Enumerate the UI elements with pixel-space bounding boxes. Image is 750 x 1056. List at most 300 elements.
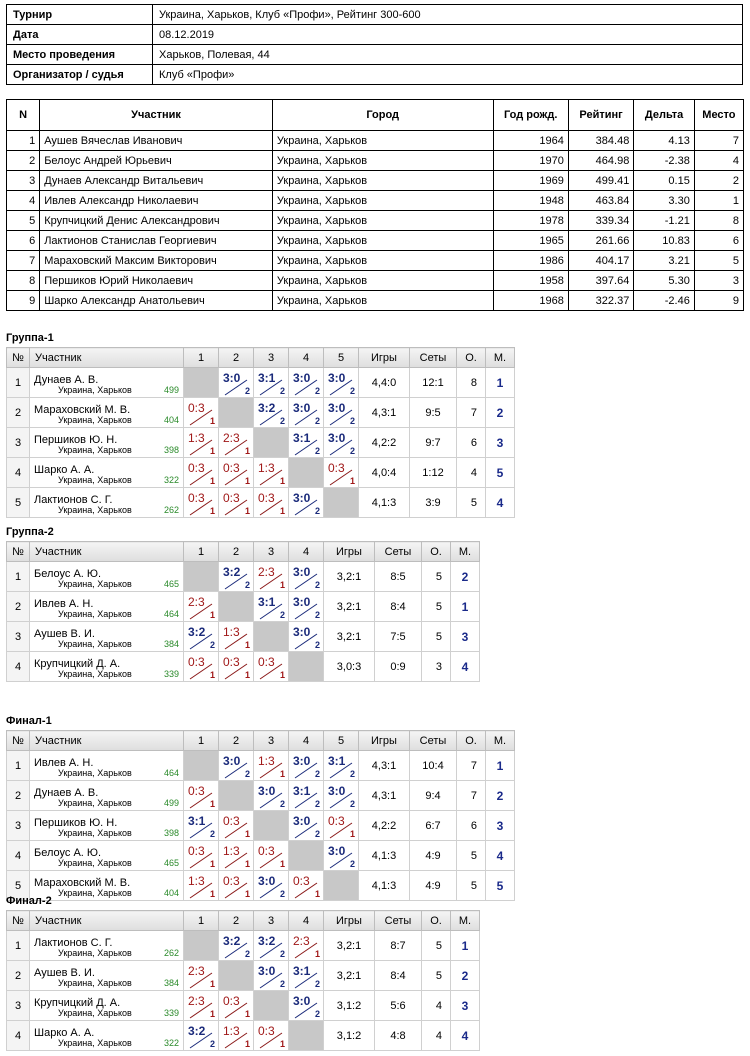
match-result-cell — [219, 811, 254, 841]
match-points: 2 — [279, 799, 285, 809]
games-cell: 3,1:2 — [324, 991, 375, 1021]
match-result — [254, 961, 288, 990]
points-cell: 4 — [422, 991, 451, 1021]
match-score: 2:3 — [188, 994, 205, 1008]
match-points: 2 — [349, 799, 355, 809]
match-result-cell — [184, 811, 219, 841]
match-points: 1 — [209, 670, 215, 680]
table-cell: Лактионов Станислав Георгиевич — [40, 231, 273, 251]
info-row — [7, 25, 743, 45]
participant-cell — [30, 428, 184, 458]
games-cell: 3,2:1 — [324, 931, 375, 961]
table-cell: 261.66 — [568, 231, 634, 251]
participant-name: Лактионов С. Г. — [34, 936, 113, 949]
games-cell: 4,0:4 — [359, 458, 410, 488]
table-row — [7, 231, 744, 251]
match-score: 1:3 — [223, 1024, 240, 1038]
match-result-cell — [289, 562, 324, 592]
games-cell: 4,3:1 — [359, 751, 410, 781]
sets-cell: 9:5 — [410, 398, 457, 428]
row-number: 1 — [7, 368, 30, 398]
header-place: М. — [451, 911, 480, 931]
match-score: 3:1 — [293, 964, 311, 978]
games-cell: 4,1:3 — [359, 871, 410, 901]
self-cell — [184, 368, 219, 398]
table-cell: 5 — [7, 211, 40, 231]
match-result — [184, 991, 218, 1020]
games-cell: 3,2:1 — [324, 562, 375, 592]
table-cell: Украина, Харьков — [272, 171, 493, 191]
match-result — [324, 751, 358, 780]
participant-city: Украина, Харьков — [58, 639, 132, 649]
match-points: 1 — [349, 829, 355, 839]
group-row — [7, 562, 480, 592]
participant-cell — [30, 871, 184, 901]
match-result-cell — [184, 961, 219, 991]
group-row — [7, 458, 515, 488]
group-table — [6, 347, 515, 518]
games-cell: 4,1:3 — [359, 841, 410, 871]
participant-name: Белоус А. Ю. — [34, 846, 102, 859]
match-score: 3:0 — [328, 371, 346, 385]
participant-name: Першиков Ю. Н. — [34, 433, 118, 446]
match-points: 2 — [349, 386, 355, 396]
info-value: Клуб «Профи» — [153, 65, 743, 85]
match-result — [254, 488, 288, 517]
match-points: 2 — [209, 1039, 215, 1049]
group-row — [7, 931, 480, 961]
match-points: 2 — [279, 979, 285, 989]
match-result — [184, 622, 218, 651]
match-result — [289, 562, 323, 591]
match-points: 2 — [349, 769, 355, 779]
place-cell: 5 — [486, 871, 515, 901]
header-points: О. — [457, 731, 486, 751]
table-cell: 1958 — [493, 271, 568, 291]
match-result — [219, 562, 253, 591]
match-result-cell — [254, 781, 289, 811]
participant-city: Украина, Харьков — [58, 669, 132, 679]
row-number: 2 — [7, 781, 30, 811]
games-cell: 4,4:0 — [359, 368, 410, 398]
group-row — [7, 841, 515, 871]
match-score: 3:0 — [328, 431, 346, 445]
header-opponent: 1 — [184, 911, 219, 931]
participant-name: Крупчицкий Д. А. — [34, 657, 121, 670]
match-score: 1:3 — [258, 461, 275, 475]
match-result — [254, 368, 288, 397]
match-score: 3:1 — [328, 754, 346, 768]
points-cell: 6 — [457, 811, 486, 841]
match-result-cell — [184, 458, 219, 488]
header-participant: Участник — [30, 731, 184, 751]
sets-cell: 6:7 — [410, 811, 457, 841]
match-points: 2 — [209, 829, 215, 839]
header-participant: Участник — [30, 911, 184, 931]
match-score: 3:0 — [258, 874, 276, 888]
header-opponent: 1 — [184, 731, 219, 751]
participant-city: Украина, Харьков — [58, 1038, 132, 1048]
match-result — [254, 398, 288, 427]
table-cell: Крупчицкий Денис Александрович — [40, 211, 273, 231]
participant-name: Аушев В. И. — [34, 966, 95, 979]
place-cell: 4 — [451, 1021, 480, 1051]
sets-cell: 8:7 — [375, 931, 422, 961]
match-result-cell — [254, 562, 289, 592]
match-points: 1 — [279, 1039, 285, 1049]
match-score: 2:3 — [188, 964, 205, 978]
participant-city: Украина, Харьков — [58, 888, 132, 898]
sets-cell: 1:12 — [410, 458, 457, 488]
match-score: 3:0 — [293, 994, 311, 1008]
table-cell: Шарко Александр Анатольевич — [40, 291, 273, 311]
header-num: № — [7, 731, 30, 751]
info-label: Турнир — [7, 5, 153, 25]
match-result — [219, 622, 253, 651]
header-opponent: 4 — [289, 348, 324, 368]
table-cell: 339.34 — [568, 211, 634, 231]
match-result — [254, 562, 288, 591]
table-cell: -1.21 — [634, 211, 695, 231]
match-result — [219, 811, 253, 840]
match-result-cell — [289, 751, 324, 781]
header-num: № — [7, 911, 30, 931]
participant-rating: 262 — [163, 948, 179, 958]
match-score: 2:3 — [258, 565, 275, 579]
participant-rating: 499 — [163, 385, 179, 395]
participant-city: Украина, Харьков — [58, 798, 132, 808]
match-result-cell — [289, 428, 324, 458]
table-cell: 4.13 — [634, 131, 695, 151]
match-points: 2 — [314, 506, 320, 516]
match-points: 1 — [209, 610, 215, 620]
match-result — [254, 871, 288, 900]
place-cell: 2 — [451, 562, 480, 592]
info-label: Место проведения — [7, 45, 153, 65]
participant-name: Крупчицкий Д. А. — [34, 996, 121, 1009]
match-result-cell — [184, 871, 219, 901]
match-result — [219, 428, 253, 457]
header-participant: Участник — [30, 542, 184, 562]
table-cell: 3 — [7, 171, 40, 191]
row-number: 1 — [7, 751, 30, 781]
header-opponent: 1 — [184, 542, 219, 562]
group-header-row — [7, 348, 515, 368]
match-result — [289, 751, 323, 780]
place-cell: 3 — [486, 428, 515, 458]
group-row — [7, 652, 480, 682]
group-row — [7, 751, 515, 781]
match-result-cell — [219, 1021, 254, 1051]
table-cell: 8 — [694, 211, 743, 231]
header-games: Игры — [324, 911, 375, 931]
match-points: 2 — [279, 416, 285, 426]
info-row — [7, 5, 743, 25]
table-cell: 1986 — [493, 251, 568, 271]
row-number: 4 — [7, 841, 30, 871]
match-points: 1 — [209, 446, 215, 456]
match-result — [289, 368, 323, 397]
match-score: 1:3 — [223, 625, 240, 639]
points-cell: 7 — [457, 751, 486, 781]
match-score: 3:0 — [293, 625, 311, 639]
header-num: № — [7, 542, 30, 562]
participant-city: Украина, Харьков — [58, 828, 132, 838]
participant-rating: 262 — [163, 505, 179, 515]
match-score: 0:3 — [258, 844, 275, 858]
match-result-cell — [254, 931, 289, 961]
participant-rating: 465 — [163, 858, 179, 868]
match-score: 3:0 — [328, 784, 346, 798]
participant-cell — [30, 1021, 184, 1051]
match-score: 3:0 — [293, 565, 311, 579]
match-score: 0:3 — [328, 814, 345, 828]
self-cell — [219, 398, 254, 428]
games-cell: 3,0:3 — [324, 652, 375, 682]
match-points: 1 — [279, 506, 285, 516]
table-cell: Украина, Харьков — [272, 231, 493, 251]
header-opponent: 3 — [254, 348, 289, 368]
header-opponent: 3 — [254, 731, 289, 751]
match-result — [184, 488, 218, 517]
header-opponent: 2 — [219, 542, 254, 562]
match-result — [184, 811, 218, 840]
sets-cell: 7:5 — [375, 622, 422, 652]
participant-rating: 322 — [163, 1038, 179, 1048]
header-points: О. — [422, 911, 451, 931]
table-row — [7, 131, 744, 151]
sets-cell: 0:9 — [375, 652, 422, 682]
table-row — [7, 171, 744, 191]
group-table — [6, 541, 480, 682]
table-cell: 1 — [7, 131, 40, 151]
games-cell: 4,2:2 — [359, 428, 410, 458]
participant-name: Ивлев А. Н. — [34, 756, 94, 769]
header-opponent: 5 — [324, 731, 359, 751]
match-result — [289, 781, 323, 810]
points-cell: 5 — [457, 871, 486, 901]
match-result — [289, 428, 323, 457]
match-points: 2 — [314, 416, 320, 426]
match-result-cell — [254, 652, 289, 682]
match-score: 0:3 — [188, 401, 205, 415]
match-result-cell — [324, 751, 359, 781]
match-score: 3:1 — [258, 371, 276, 385]
match-result-cell — [289, 488, 324, 518]
table-row — [7, 191, 744, 211]
match-result — [254, 592, 288, 621]
match-points: 1 — [244, 640, 250, 650]
group-table — [6, 730, 515, 901]
table-cell: 7 — [7, 251, 40, 271]
self-cell — [254, 622, 289, 652]
match-points: 1 — [244, 476, 250, 486]
games-cell: 4,2:2 — [359, 811, 410, 841]
column-header: Дельта — [634, 100, 695, 131]
match-result — [184, 781, 218, 810]
match-result — [184, 458, 218, 487]
group-row — [7, 622, 480, 652]
group-row — [7, 991, 480, 1021]
participant-rating: 384 — [163, 978, 179, 988]
match-points: 2 — [349, 446, 355, 456]
match-score: 2:3 — [188, 595, 205, 609]
match-result-cell — [254, 592, 289, 622]
match-result — [254, 751, 288, 780]
match-result — [289, 931, 323, 960]
match-score: 3:0 — [328, 844, 346, 858]
sets-cell: 8:5 — [375, 562, 422, 592]
match-points: 1 — [209, 1009, 215, 1019]
match-result-cell — [254, 398, 289, 428]
row-number: 2 — [7, 961, 30, 991]
match-result-cell — [184, 398, 219, 428]
match-score: 1:3 — [188, 431, 205, 445]
self-cell — [219, 961, 254, 991]
points-cell: 8 — [457, 368, 486, 398]
table-cell: 322.37 — [568, 291, 634, 311]
table-cell: Украина, Харьков — [272, 271, 493, 291]
group-row — [7, 811, 515, 841]
table-cell: 2 — [7, 151, 40, 171]
group-row — [7, 961, 480, 991]
points-cell: 5 — [422, 622, 451, 652]
match-score: 3:1 — [188, 814, 206, 828]
header-games: Игры — [324, 542, 375, 562]
participant-cell — [30, 488, 184, 518]
match-points: 1 — [279, 859, 285, 869]
header-opponent: 2 — [219, 911, 254, 931]
points-cell: 4 — [422, 1021, 451, 1051]
place-cell: 3 — [486, 811, 515, 841]
group-header-row — [7, 911, 480, 931]
participant-cell — [30, 622, 184, 652]
participant-name: Мараховский М. В. — [34, 403, 131, 416]
points-cell: 5 — [422, 961, 451, 991]
table-cell: 499.41 — [568, 171, 634, 191]
table-cell: 463.84 — [568, 191, 634, 211]
match-points: 1 — [314, 949, 320, 959]
table-row — [7, 211, 744, 231]
match-score: 0:3 — [328, 461, 345, 475]
sets-cell: 10:4 — [410, 751, 457, 781]
self-cell — [184, 562, 219, 592]
match-result-cell — [289, 991, 324, 1021]
match-result-cell — [219, 622, 254, 652]
table-cell: Аушев Вячеслав Иванович — [40, 131, 273, 151]
participant-cell — [30, 592, 184, 622]
match-result-cell — [289, 622, 324, 652]
match-points: 2 — [244, 580, 250, 590]
match-result-cell — [184, 781, 219, 811]
group-title: Финал-2 — [6, 895, 52, 907]
group-row — [7, 398, 515, 428]
match-result — [324, 781, 358, 810]
place-cell: 3 — [451, 622, 480, 652]
match-result — [219, 458, 253, 487]
table-cell: 10.83 — [634, 231, 695, 251]
sets-cell: 9:7 — [410, 428, 457, 458]
participant-cell — [30, 811, 184, 841]
group-row — [7, 488, 515, 518]
participant-rating: 465 — [163, 579, 179, 589]
participant-city: Украина, Харьков — [58, 858, 132, 868]
match-score: 3:0 — [223, 371, 241, 385]
self-cell — [289, 652, 324, 682]
row-number: 1 — [7, 562, 30, 592]
participant-cell — [30, 991, 184, 1021]
match-points: 2 — [314, 640, 320, 650]
match-result — [219, 488, 253, 517]
participant-city: Украина, Харьков — [58, 948, 132, 958]
match-result — [289, 811, 323, 840]
sets-cell: 4:8 — [375, 1021, 422, 1051]
table-cell: 3 — [694, 271, 743, 291]
info-value: Харьков, Полевая, 44 — [153, 45, 743, 65]
participant-city: Украина, Харьков — [58, 415, 132, 425]
table-cell: 3.21 — [634, 251, 695, 271]
match-result — [289, 592, 323, 621]
table-cell: 1965 — [493, 231, 568, 251]
match-result-cell — [219, 458, 254, 488]
match-result — [219, 1021, 253, 1050]
participant-cell — [30, 368, 184, 398]
match-points: 1 — [279, 580, 285, 590]
points-cell: 5 — [422, 592, 451, 622]
table-cell: 1964 — [493, 131, 568, 151]
participant-cell — [30, 458, 184, 488]
table-cell: -2.46 — [634, 291, 695, 311]
participant-name: Ивлев А. Н. — [34, 597, 94, 610]
match-result — [254, 931, 288, 960]
table-cell: 5 — [694, 251, 743, 271]
match-result — [219, 991, 253, 1020]
table-cell: 404.17 — [568, 251, 634, 271]
games-cell: 3,2:1 — [324, 622, 375, 652]
match-result-cell — [254, 458, 289, 488]
match-score: 3:0 — [293, 754, 311, 768]
match-result — [254, 841, 288, 870]
participant-rating: 398 — [163, 445, 179, 455]
group-row — [7, 1021, 480, 1051]
match-result-cell — [254, 1021, 289, 1051]
match-result-cell — [289, 781, 324, 811]
participant-rating: 404 — [163, 415, 179, 425]
match-result-cell — [184, 592, 219, 622]
table-cell: 4 — [7, 191, 40, 211]
match-points: 2 — [244, 386, 250, 396]
participant-city: Украина, Харьков — [58, 385, 132, 395]
match-score: 3:0 — [258, 964, 276, 978]
points-cell: 5 — [457, 841, 486, 871]
participant-rating: 464 — [163, 768, 179, 778]
match-result — [219, 652, 253, 681]
participant-city: Украина, Харьков — [58, 978, 132, 988]
participant-name: Шарко А. А. — [34, 1026, 95, 1039]
table-cell: 1948 — [493, 191, 568, 211]
match-points: 1 — [349, 476, 355, 486]
match-result — [324, 398, 358, 427]
place-cell: 4 — [486, 841, 515, 871]
match-score: 3:1 — [258, 595, 276, 609]
participant-city: Украина, Харьков — [58, 505, 132, 515]
table-cell: 4 — [694, 151, 743, 171]
match-result-cell — [219, 991, 254, 1021]
self-cell — [184, 931, 219, 961]
header-opponent: 5 — [324, 348, 359, 368]
match-score: 3:2 — [223, 934, 241, 948]
header-games: Игры — [359, 348, 410, 368]
